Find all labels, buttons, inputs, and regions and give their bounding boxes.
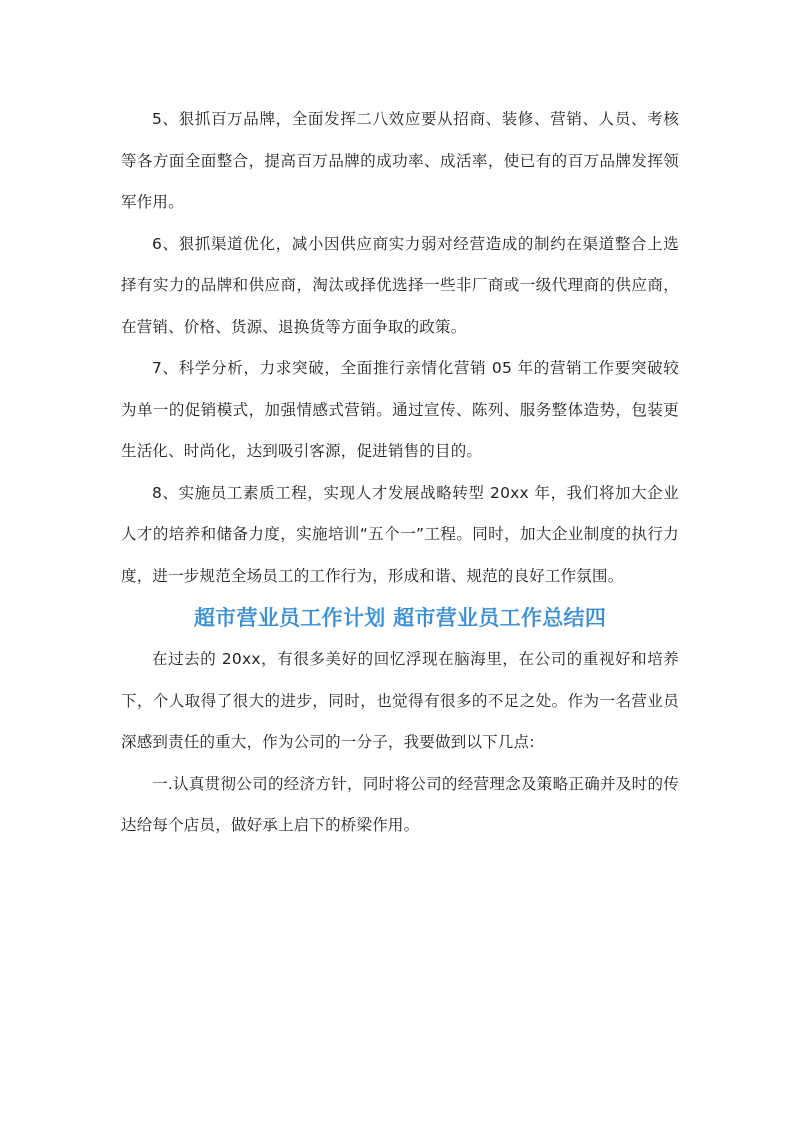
paragraph-point-one: 一.认真贯彻公司的经济方针，同时将公司的经营理念及策略正确并及时的传达给每个店员，做好承上启下的桥梁作用。	[121, 774, 679, 834]
paragraph-intro: 在过去的 20xx，有很多美好的回忆浮现在脑海里，在公司的重视好和培养下，个人取得了很大的进步，同时，也觉得有很多的不足之处。作为一名营业员深感到责任的重大，作为公司的一分子，我要做到以下几点:	[121, 650, 679, 751]
paragraph-channel: 6、狠抓渠道优化，减小因供应商实力弱对经营造成的制约在渠道整合上选择有实力的品牌和供应商，淘汰或择优选择一些非厂商或一级代理商的供应商，在营销、价格、货源、退换货等方面争取的政策。	[121, 234, 679, 336]
document-page	[121, 99, 679, 847]
paragraph-marketing: 7、科学分析，力求突破，全面推行亲情化营销 05 年的营销工作要突破较为单一的促销模式，加强情感式营销。通过宣传、陈列、服务整体造势，包装更生活化、时尚化，达到吸引客源，促进销售的目的。	[121, 359, 679, 460]
section-heading: 超市营业员工作计划 超市营业员工作总结四	[193, 606, 607, 630]
paragraph-staff-quality: 8、实施员工素质工程，实现人才发展战略转型 20xx 年，我们将加大企业人才的培养和储备力度，实施培训“五个一”工程。同时，加大企业制度的执行力度，进一步规范全场员工的工作行为，形成和谐、规范的良好工作氛围。	[121, 483, 679, 585]
paragraph-brand: 5、狠抓百万品牌，全面发挥二八效应要从招商、装修、营销、人员、考核等各方面全面整合，提高百万品牌的成功率、成活率，使已有的百万品牌发挥领军作用。	[121, 110, 679, 211]
